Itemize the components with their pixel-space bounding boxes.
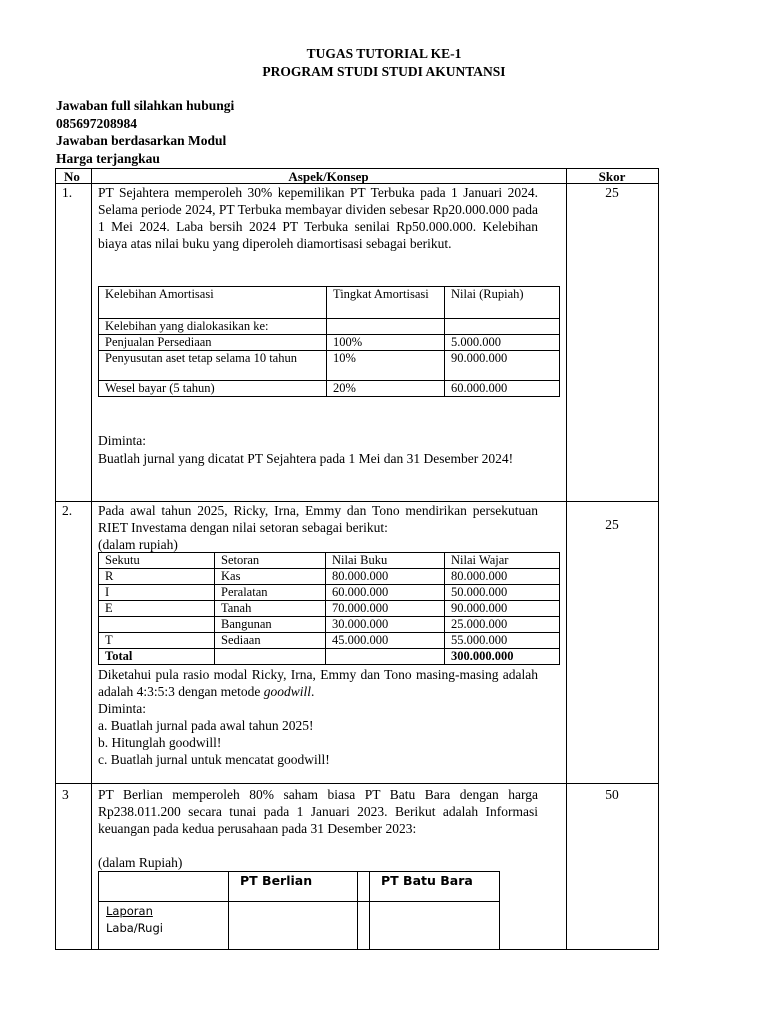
header-aspek: Aspek/Konsep — [288, 169, 369, 184]
task-item: a. Buatlah jurnal pada awal tahun 2025! — [98, 718, 314, 733]
table-cell: 60.000.000 — [445, 381, 560, 397]
question-text: Pada awal tahun 2025, Ricky, Irna, Emmy dan Tono mendirikan persekutuan RIET Investama dengan nilai setoran sebagai berikut: — [98, 503, 538, 535]
question-score: 25 — [605, 185, 619, 200]
table-header-cell: Tingkat Amortisasi — [327, 287, 445, 319]
table-cell — [215, 649, 326, 665]
table-cell: Penyusutan aset tetap selama 10 tahun — [99, 351, 327, 381]
table-cell: 60.000.000 — [326, 585, 445, 601]
question-number: 2. — [62, 503, 73, 518]
ratio-text-main: Diketahui pula rasio modal Ricky, Irna, Emmy dan Tono masing-masing adalah adalah 4:3:5:3 dengan metode — [98, 667, 538, 699]
total-value: 300.000.000 — [445, 649, 560, 665]
table-cell: Penjualan Persediaan — [99, 335, 327, 351]
diminta-text: Buatlah jurnal yang dicatat PT Sejahtera pada 1 Mei dan 31 Desember 2024! — [98, 451, 514, 466]
header-skor: Skor — [598, 169, 626, 184]
table-cell: 80.000.000 — [445, 569, 560, 585]
table-header-cell: Nilai (Rupiah) — [445, 287, 560, 319]
diminta-label: Diminta: — [98, 701, 146, 716]
document-subtitle: PROGRAM STUDI STUDI AKUNTANSI — [262, 64, 506, 79]
row-label: Laporan — [106, 904, 153, 918]
table-header-cell: Sekutu — [99, 553, 215, 569]
table-cell: 90.000.000 — [445, 601, 560, 617]
amortization-table — [98, 286, 560, 397]
table-cell: Kelebihan yang dialokasikan ke: — [99, 319, 327, 335]
table-cell: T — [99, 633, 215, 649]
table-cell: Sediaan — [215, 633, 326, 649]
table-cell: 100% — [327, 335, 445, 351]
diminta-label: Diminta: — [98, 433, 146, 448]
table-cell: Wesel bayar (5 tahun) — [99, 381, 327, 397]
table-cell: 45.000.000 — [326, 633, 445, 649]
note-line: Jawaban full silahkan hubungi — [56, 98, 235, 113]
col-header-batubara: PT Batu Bara — [381, 873, 473, 888]
table-cell — [326, 649, 445, 665]
table-cell: 25.000.000 — [445, 617, 560, 633]
table-cell — [327, 319, 445, 335]
setoran-table — [98, 552, 560, 665]
table-cell: 70.000.000 — [326, 601, 445, 617]
note-line: 085697208984 — [56, 116, 137, 131]
document-title: TUGAS TUTORIAL KE-1 — [306, 46, 462, 61]
table-header-cell: Nilai Buku — [326, 553, 445, 569]
question-number: 1. — [62, 185, 73, 200]
table-cell — [99, 617, 215, 633]
task-item: b. Hitunglah goodwill! — [98, 735, 222, 750]
ratio-text — [98, 666, 538, 700]
table-cell: 10% — [327, 351, 445, 381]
table-header-cell: Setoran — [215, 553, 326, 569]
table-cell: I — [99, 585, 215, 601]
table-header-cell: Kelebihan Amortisasi — [99, 287, 327, 319]
question-number: 3 — [62, 787, 69, 802]
table-cell: 50.000.000 — [445, 585, 560, 601]
ratio-text-end: . — [310, 684, 315, 699]
col-header-berlian: PT Berlian — [240, 873, 313, 888]
table-cell: Tanah — [215, 601, 326, 617]
question-text: PT Berlian memperoleh 80% saham biasa PT Batu Bara dengan harga Rp238.011.200 secara tunai pada 1 Januari 2023. Berikut adalah Informasi keuangan pada kedua perusahaan pada 31 Desember 2023: — [98, 787, 538, 836]
table-cell: Kas — [215, 569, 326, 585]
table-cell: 90.000.000 — [445, 351, 560, 381]
task-item: c. Buatlah jurnal untuk mencatat goodwill! — [98, 752, 330, 767]
table-cell: Bangunan — [215, 617, 326, 633]
unit-label: (dalam Rupiah) — [98, 855, 183, 870]
table-cell: 20% — [327, 381, 445, 397]
total-label: Total — [99, 649, 215, 665]
note-line: Jawaban berdasarkan Modul — [56, 133, 227, 148]
unit-label: (dalam rupiah) — [98, 537, 178, 552]
table-header-cell: Nilai Wajar — [445, 553, 560, 569]
table-cell: R — [99, 569, 215, 585]
table-cell: E — [99, 601, 215, 617]
question-score: 25 — [605, 517, 619, 532]
table-cell: 5.000.000 — [445, 335, 560, 351]
table-cell: Peralatan — [215, 585, 326, 601]
table-cell — [445, 319, 560, 335]
row-label: Laba/Rugi — [106, 921, 163, 935]
table-cell: 80.000.000 — [326, 569, 445, 585]
table-cell: 55.000.000 — [445, 633, 560, 649]
ratio-text-italic: goodwill — [263, 684, 311, 699]
header-no: No — [64, 169, 80, 184]
question-score: 50 — [605, 787, 619, 802]
note-line: Harga terjangkau — [56, 151, 160, 166]
table-cell: 30.000.000 — [326, 617, 445, 633]
question-text: PT Sejahtera memperoleh 30% kepemilikan PT Terbuka pada 1 Januari 2024. Selama periode 2024, PT Terbuka membayar dividen sebesar Rp20.000.000 pada 1 Mei 2024. Laba bersih 2024 PT Terbuka senilai Rp50.000.000. Kelebihan biaya atas nilai buku yang diperoleh diamortisasi sebagai berikut. — [98, 185, 538, 251]
